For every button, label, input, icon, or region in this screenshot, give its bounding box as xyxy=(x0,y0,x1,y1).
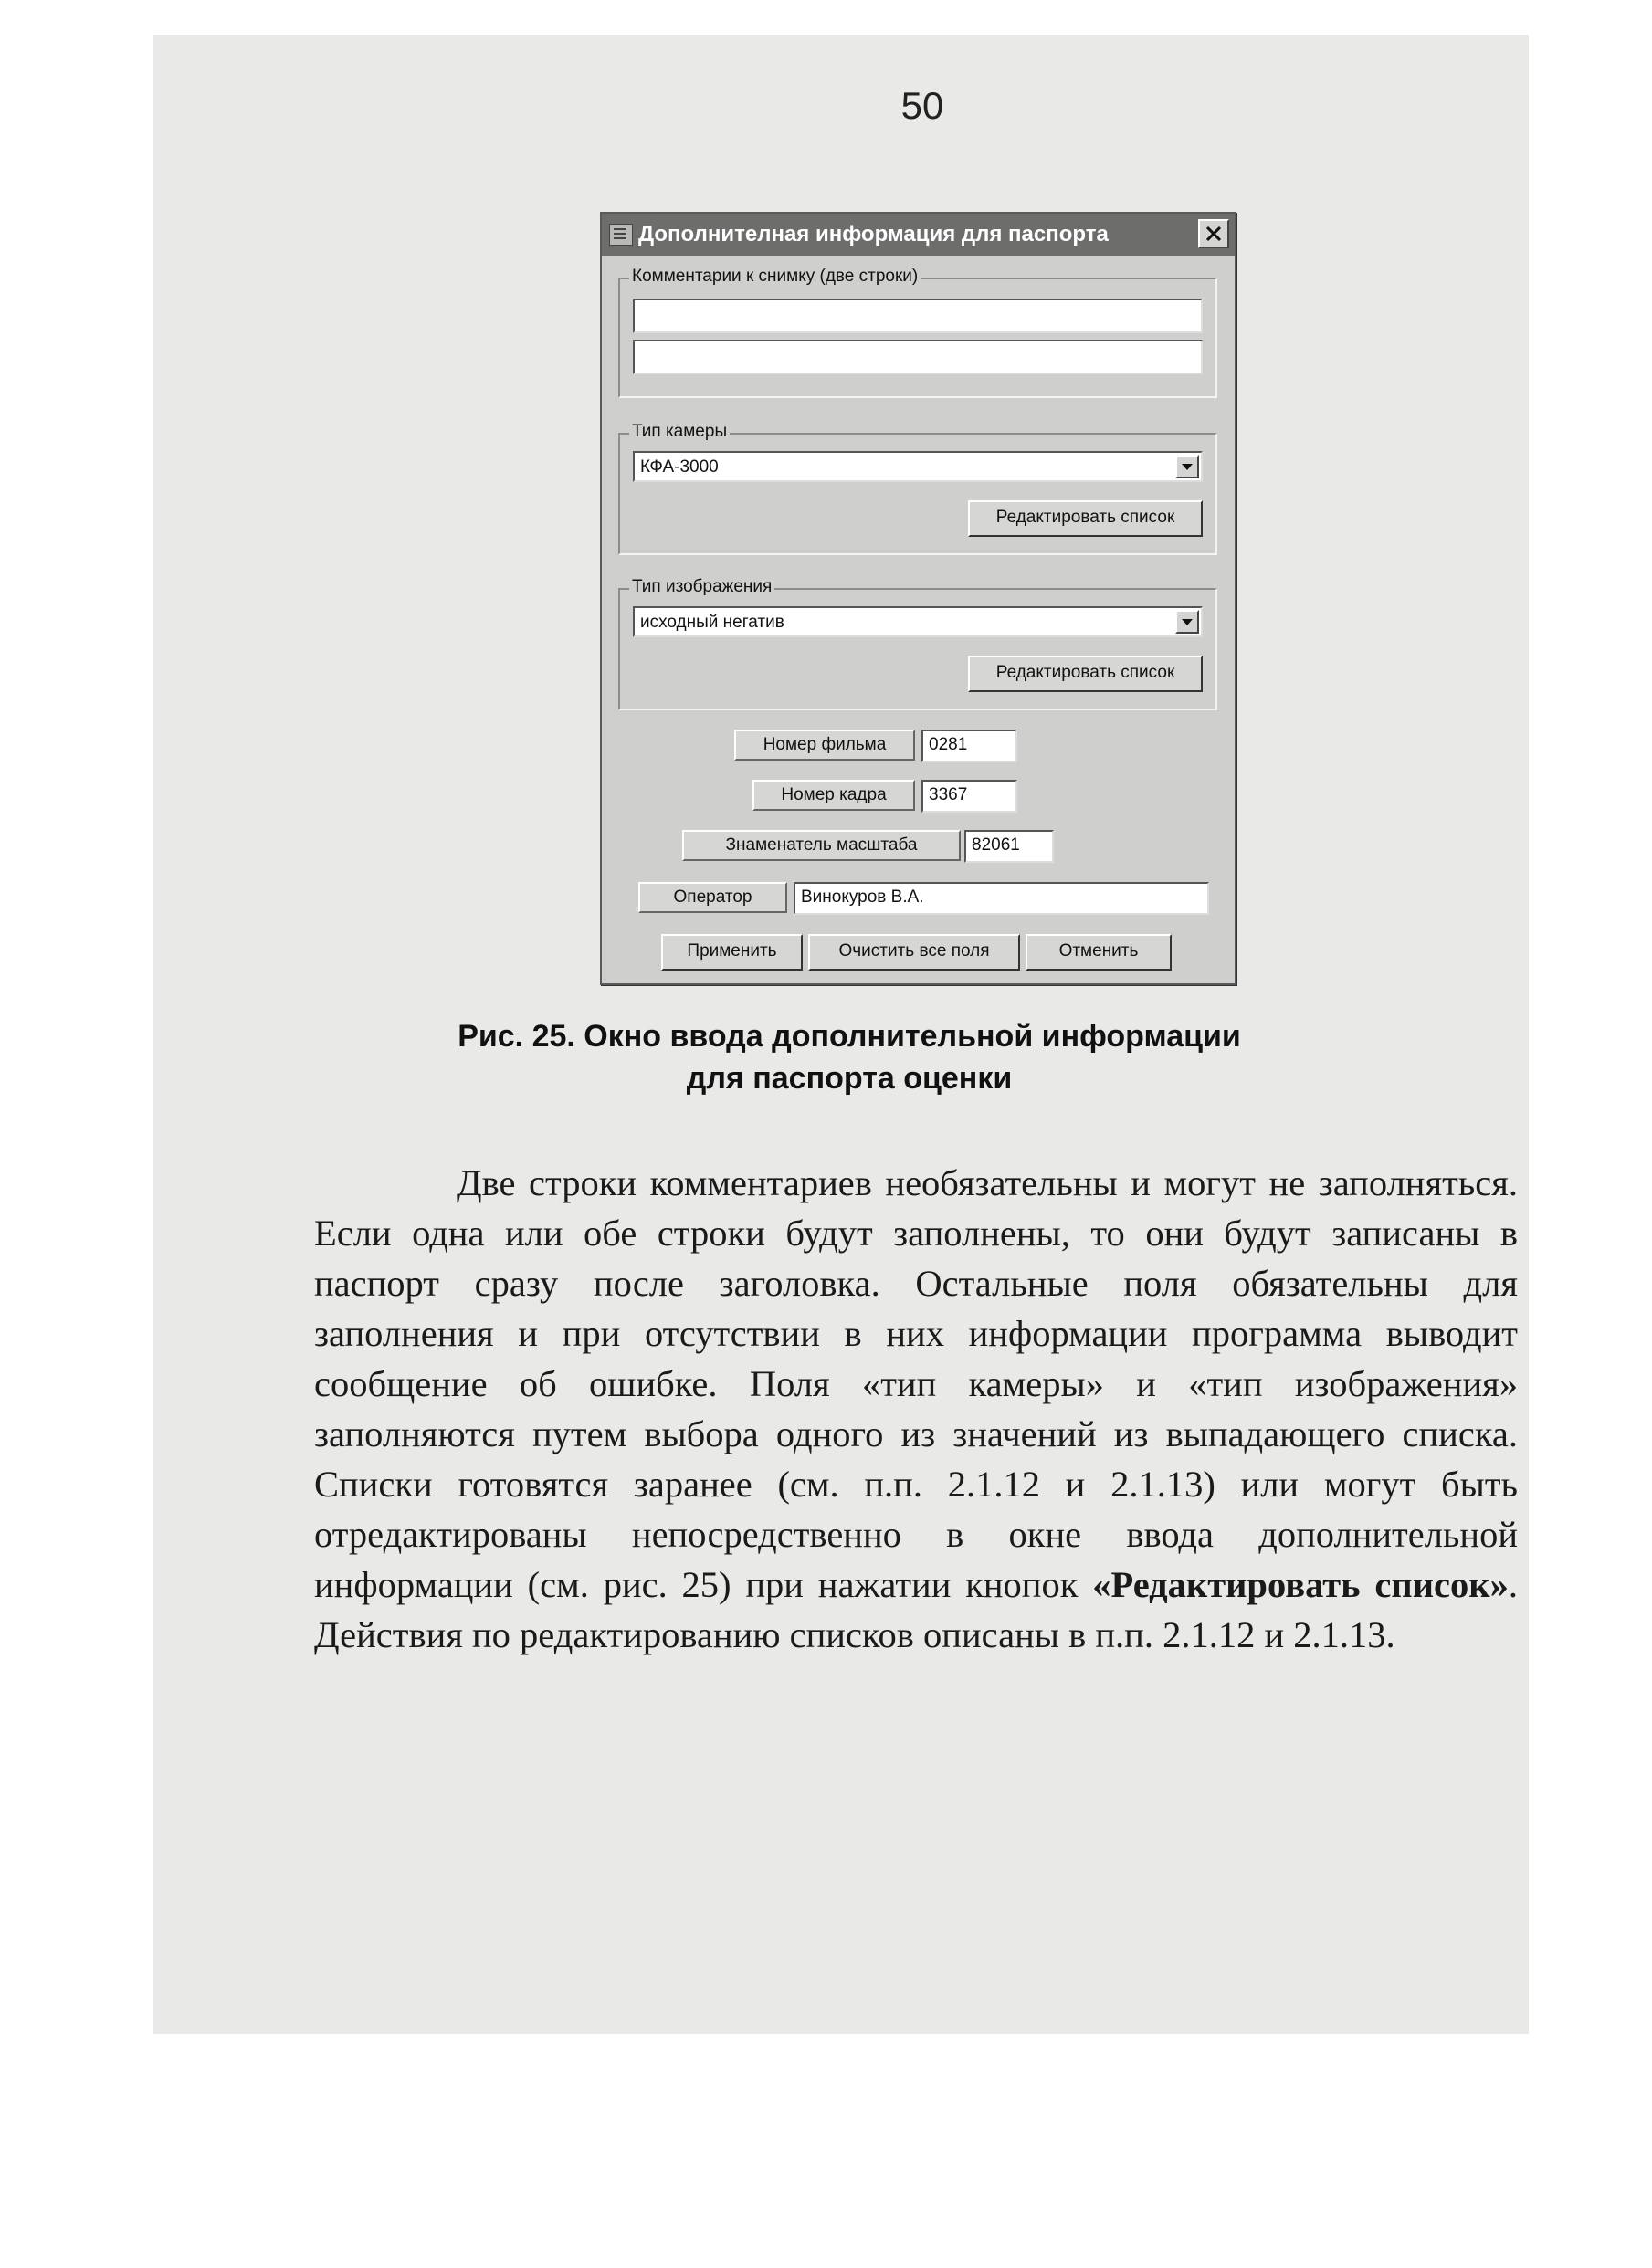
image-type-group-label: Тип изображения xyxy=(629,577,774,597)
comment-line-2-input[interactable] xyxy=(633,340,1203,374)
film-number-input[interactable]: 0281 xyxy=(921,730,1017,762)
page-number: 50 xyxy=(900,84,944,127)
apply-button[interactable]: Применить xyxy=(661,934,803,971)
image-type-value: исходный негатив xyxy=(640,613,784,632)
frame-number-input[interactable]: 3367 xyxy=(921,780,1017,813)
film-number-label: Номер фильма xyxy=(734,730,915,761)
dropdown-arrow-icon[interactable] xyxy=(1175,455,1199,478)
comment-line-1-input[interactable] xyxy=(633,299,1203,333)
camera-type-group-label: Тип камеры xyxy=(629,422,730,442)
operator-input[interactable]: Винокуров В.А. xyxy=(794,882,1209,915)
camera-type-select[interactable] xyxy=(633,451,1203,482)
paragraph-bold-text: «Редактировать список» xyxy=(1092,1564,1509,1605)
close-icon xyxy=(1205,226,1222,242)
body-paragraph xyxy=(314,1158,1518,1660)
comments-group-label: Комментарии к снимку (две строки) xyxy=(629,267,921,287)
figure-caption xyxy=(274,1015,1425,1099)
edit-camera-list-button[interactable]: Редактировать список xyxy=(968,500,1203,537)
comments-group xyxy=(618,267,1217,398)
paragraph-text: Две строки комментариев необязательны и могут не заполняться. Если одна или обе строки будут заполнены, то они будут записаны в паспорт сразу после заголовка. Остальные поля обязательны для заполнения и при отсутствии в них информации программа выводит сообщение об ошибке. Поля «тип камеры» и «тип изображения» заполняются путем выбора одного из значений из выпадающего списка. Списки готовятся заранее (см. п.п. 2.1.12 и 2.1.13) или могут быть отредактированы непосредственно в окне ввода дополнительной информации (см. рис. 25) при нажатии кнопок xyxy=(314,1162,1518,1605)
window-icon xyxy=(609,224,633,246)
operator-label: Оператор xyxy=(638,882,787,913)
cancel-button[interactable]: Отменить xyxy=(1026,934,1172,971)
dropdown-arrow-icon[interactable] xyxy=(1175,610,1199,634)
caption-line-1: Рис. 25. Окно ввода дополнительной информации xyxy=(458,1019,1241,1054)
clear-all-fields-button[interactable]: Очистить все поля xyxy=(808,934,1020,971)
camera-type-value: КФА-3000 xyxy=(640,457,719,477)
edit-image-type-list-button[interactable]: Редактировать список xyxy=(968,656,1203,692)
dialog-title: Дополнителная информация для паспорта xyxy=(638,222,1109,247)
paragraph-end-text: . Действия по редактированию списков описаны в п.п. 2.1.12 и 2.1.13. xyxy=(314,1564,1518,1655)
title-bar[interactable] xyxy=(602,214,1235,256)
frame-number-label: Номер кадра xyxy=(752,780,915,811)
scale-denominator-label: Знаменатель масштаба xyxy=(682,830,961,861)
close-button[interactable] xyxy=(1198,219,1229,248)
additional-info-dialog xyxy=(600,212,1236,985)
image-type-select[interactable] xyxy=(633,606,1203,637)
scale-denominator-input[interactable]: 82061 xyxy=(964,830,1054,863)
caption-line-2: для паспорта оценки xyxy=(686,1061,1013,1096)
